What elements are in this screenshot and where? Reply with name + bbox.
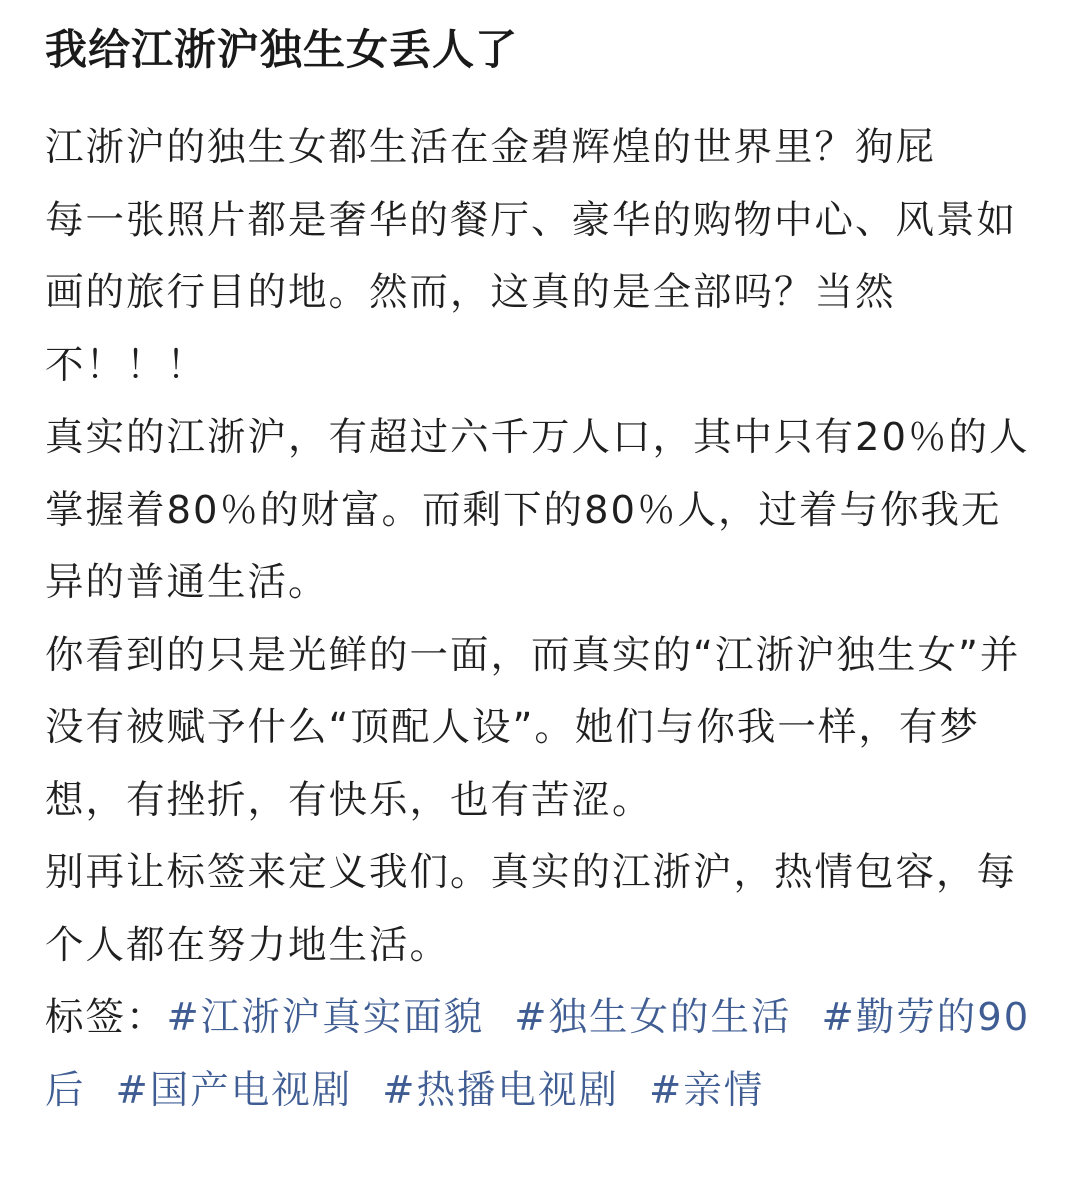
tag-link[interactable]: #江浙沪真实面貌 xyxy=(166,995,485,1040)
post-paragraph: 真实的江浙沪，有超过六千万人口，其中只有20％的人掌握着80％的财富。而剩下的80％人，过着与你我无异的普通生活。 xyxy=(45,415,1030,605)
post xyxy=(45,0,1035,1127)
tag-link[interactable]: #热播电视剧 xyxy=(382,1067,620,1113)
post-title: 我给江浙沪独生女丢人了 xyxy=(45,25,519,74)
post-paragraph: 江浙沪的独生女都生活在金碧辉煌的世界里？狗屁 xyxy=(45,125,937,170)
post-paragraph: 每一张照片都是奢华的餐厅、豪华的购物中心、风景如画的旅行目的地。然而，这真的是全部吗？当然不！！！ xyxy=(45,197,1018,388)
tag-link[interactable]: #勤劳的90后 xyxy=(45,995,1031,1113)
tag-link[interactable]: #亲情 xyxy=(649,1067,765,1113)
tag-link[interactable]: #独生女的生活 xyxy=(514,995,792,1040)
post-paragraph: 你看到的只是光鲜的一面，而真实的“江浙沪独生女”并没有被赋予什么“顶配人设”。她们与你我一样，有梦想，有挫折，有快乐，也有苦涩。 xyxy=(45,632,1021,823)
tags-label: 标签： xyxy=(45,995,167,1040)
tag-link[interactable]: #国产电视剧 xyxy=(115,1067,353,1113)
post-body xyxy=(45,112,1035,1127)
post-paragraph: 别再让标签来定义我们。真实的江浙沪，热情包容，每个人都在努力地生活。 xyxy=(45,850,1018,968)
tags-line xyxy=(45,982,1035,1127)
